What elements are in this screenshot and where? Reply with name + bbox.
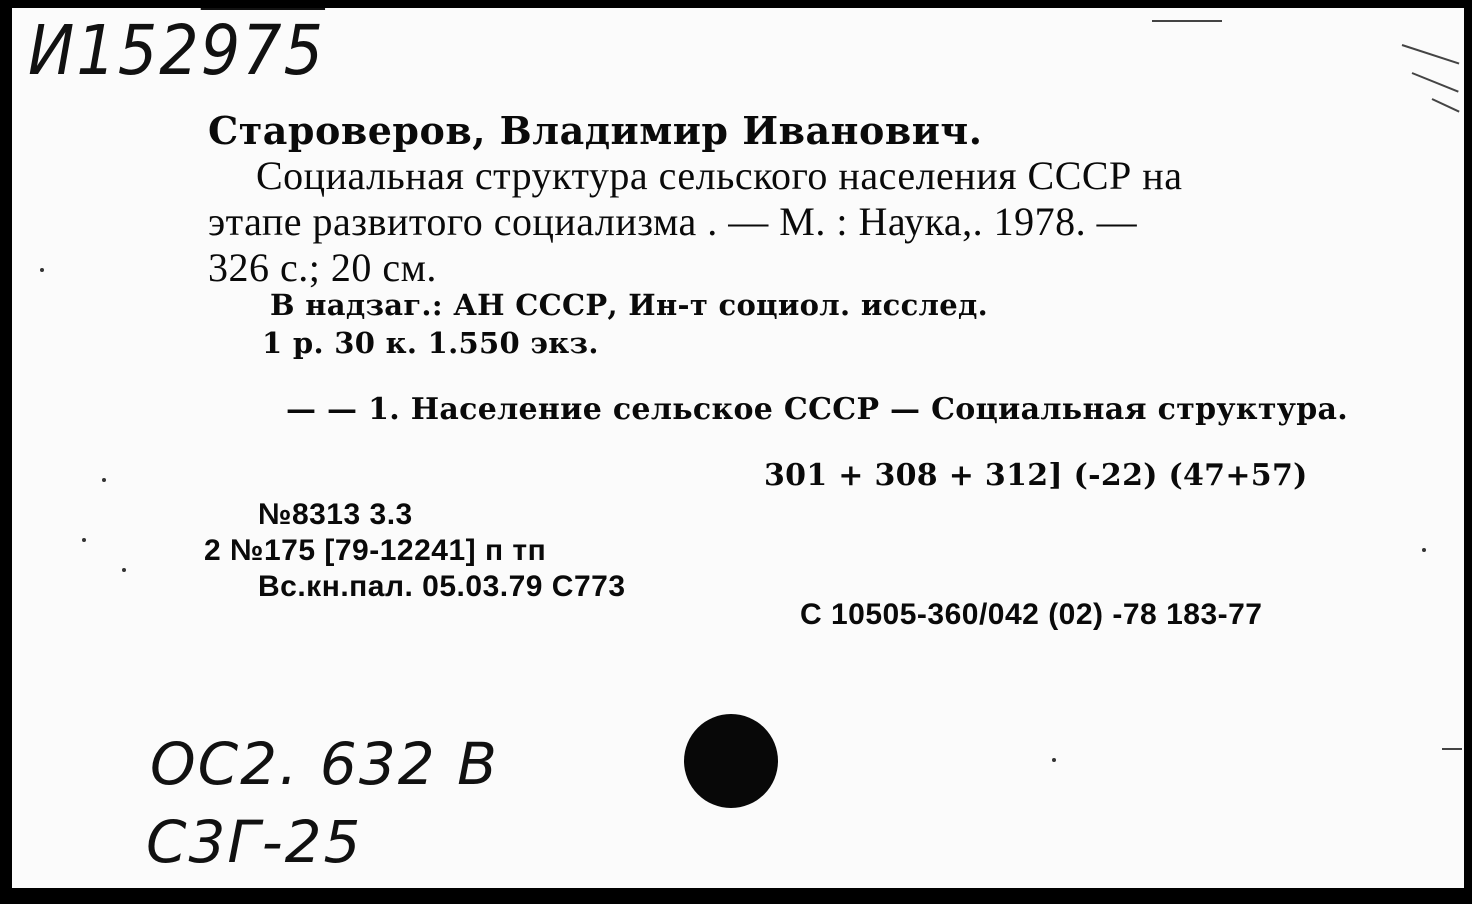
title-line-3: 326 с.; 20 см. [208,245,437,290]
punch-hole [684,714,778,808]
technical-line-1: №8313 3.3 [258,498,413,531]
classification-index: 301 + 308 + 312] (-22) (47+57) [764,458,1308,493]
title-line-2: этапе развитого социализма . — М. : Наука,. 1978. — [208,199,1138,244]
scan-speck [102,478,106,482]
note-header: В надзаг.: АН СССР, Ин-т социол. исслед. [270,288,989,322]
author-heading: Староверов, Владимир Иванович. [208,108,983,153]
scan-mark [1432,98,1460,112]
scan-mark [1412,72,1459,93]
note-price: 1 р. 30 к. 1.550 экз. [262,326,599,360]
scan-speck [82,538,86,542]
technical-line-3: Вс.кн.пал. 05.03.79 С773 [258,570,626,603]
title-line-1: Социальная структура сельского населения СССР на [256,153,1183,198]
inventory-number-1: ОС2. 632 В [150,730,499,798]
scan-mark [1402,44,1460,64]
scan-speck [122,568,126,572]
call-number-prefix: И152 [28,10,201,91]
subject-heading: — — 1. Население сельское СССР — Социальная структура. [286,392,1348,427]
scan-speck [1422,548,1426,552]
catalog-card [12,8,1464,888]
call-number [28,10,325,90]
scan-speck [1052,758,1056,762]
inventory-number-2: С3Г-25 [146,808,363,876]
scan-mark [1152,20,1222,22]
scan-mark [1442,748,1462,750]
call-number-suffix: 975 [200,10,326,91]
scan-speck [40,268,44,272]
publisher-code: С 10505-360/042 (02) -78 183-77 [800,598,1263,631]
technical-line-2: 2 №175 [79-12241] п тп [204,534,547,567]
